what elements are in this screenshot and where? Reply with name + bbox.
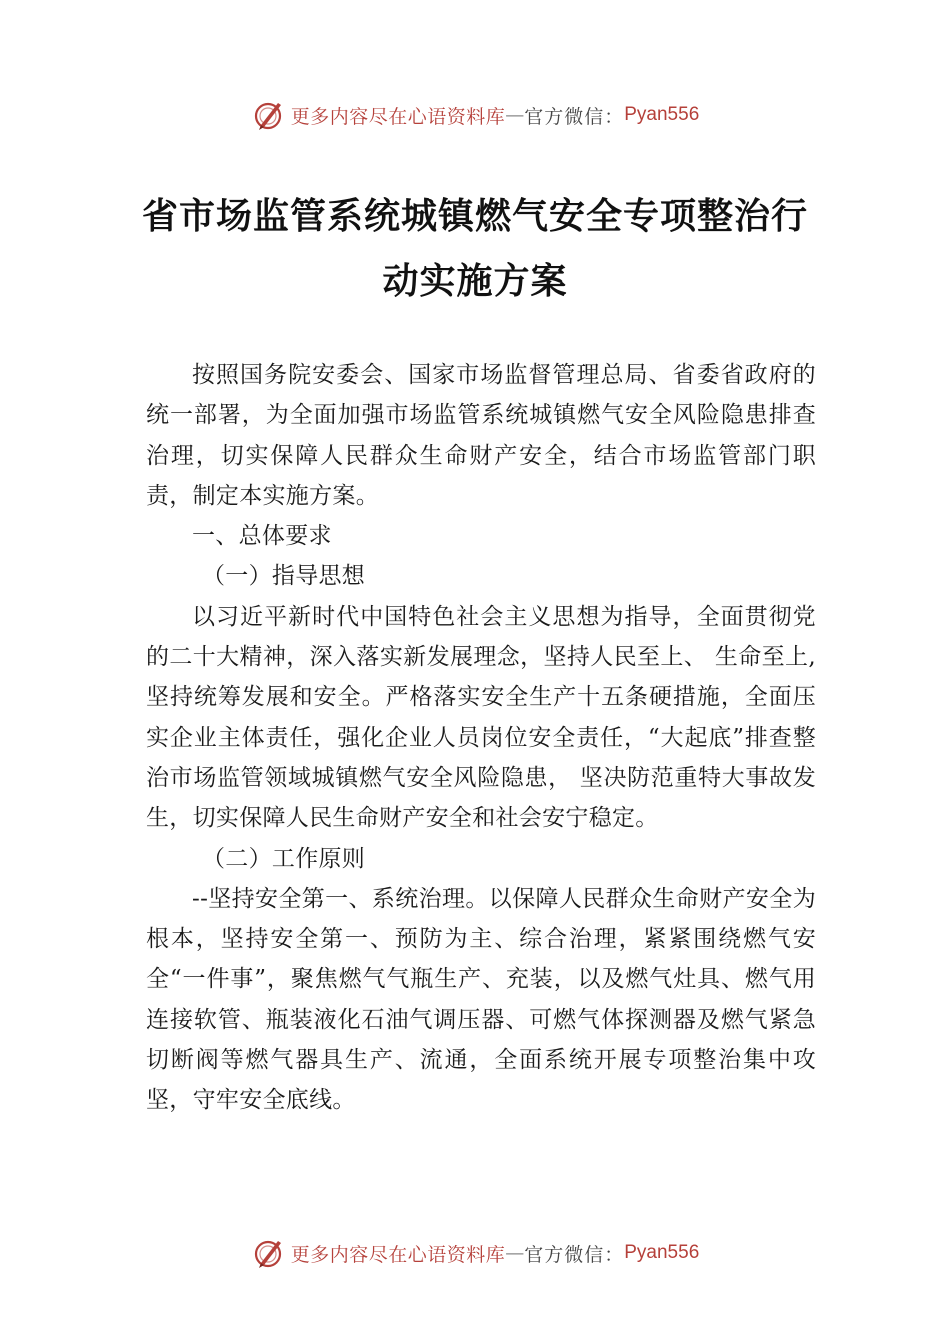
top-banner [0,95,950,135]
banner-wechat-label: 官方微信： [524,1243,625,1266]
banner-separator: — [505,1242,525,1264]
document-body [146,355,816,1121]
banner-separator: — [505,104,525,126]
subsection-heading-1: （一）指导思想 [202,563,366,590]
banner-text: 更多内容尽在心语资料库 [290,1243,506,1266]
document-title-line-2: 动实施方案 [382,260,568,302]
bottom-banner [0,1233,950,1273]
banner-wechat-id: Pyan556 [624,1242,700,1263]
banner-wechat-id: Pyan556 [624,104,700,125]
subsection-heading-2: （二）工作原则 [202,845,366,872]
principle-paragraph-1: --坚持安全第一、系统治理。以保障人民群众生命财产安全为根本，坚持安全第一、预防为主、综合治理，紧紧围绕燃气安全“一件事”，聚焦燃气气瓶生产、充装，以及燃气灶具、燃气用连接软管、瓶装液化石油气调压器、可燃气体探测器及燃气紧急切断阀等燃气器具生产、流通，全面系统开展专项整治集中攻坚，守牢安全底线。 [146,885,816,1114]
intro-paragraph: 按照国务院安委会、国家市场监督管理总局、省委省政府的统一部署，为全面加强市场监管系统城镇燃气安全风险隐患排查治理，切实保障人民群众生命财产安全，结合市场监管部门职责，制定本实施方案。 [146,362,816,509]
banner-wechat-label: 官方微信： [524,105,625,128]
section-heading-1: 一、总体要求 [192,523,332,550]
banner-text: 更多内容尽在心语资料库 [290,105,506,128]
pen-circle-logo-icon [251,97,287,133]
guiding-paragraph: 以习近平新时代中国特色社会主义思想为指导，全面贯彻党的二十大精神，深入落实新发展理念，坚持人民至上、 生命至上,坚持统筹发展和安全。严格落实安全生产十五条硬措施，全面压实企业主体责任，强化企业人员岗位安全责任，“大起底”排查整治市场监管领域城镇燃气安全风险隐患， 坚决防范重特大事故发生，切实保障人民生命财产安全和社会安宁稳定。 [146,603,816,832]
pen-circle-logo-icon [251,1235,287,1271]
document-title-line-1: 省市场监管系统城镇燃气安全专项整治行 [141,195,808,237]
